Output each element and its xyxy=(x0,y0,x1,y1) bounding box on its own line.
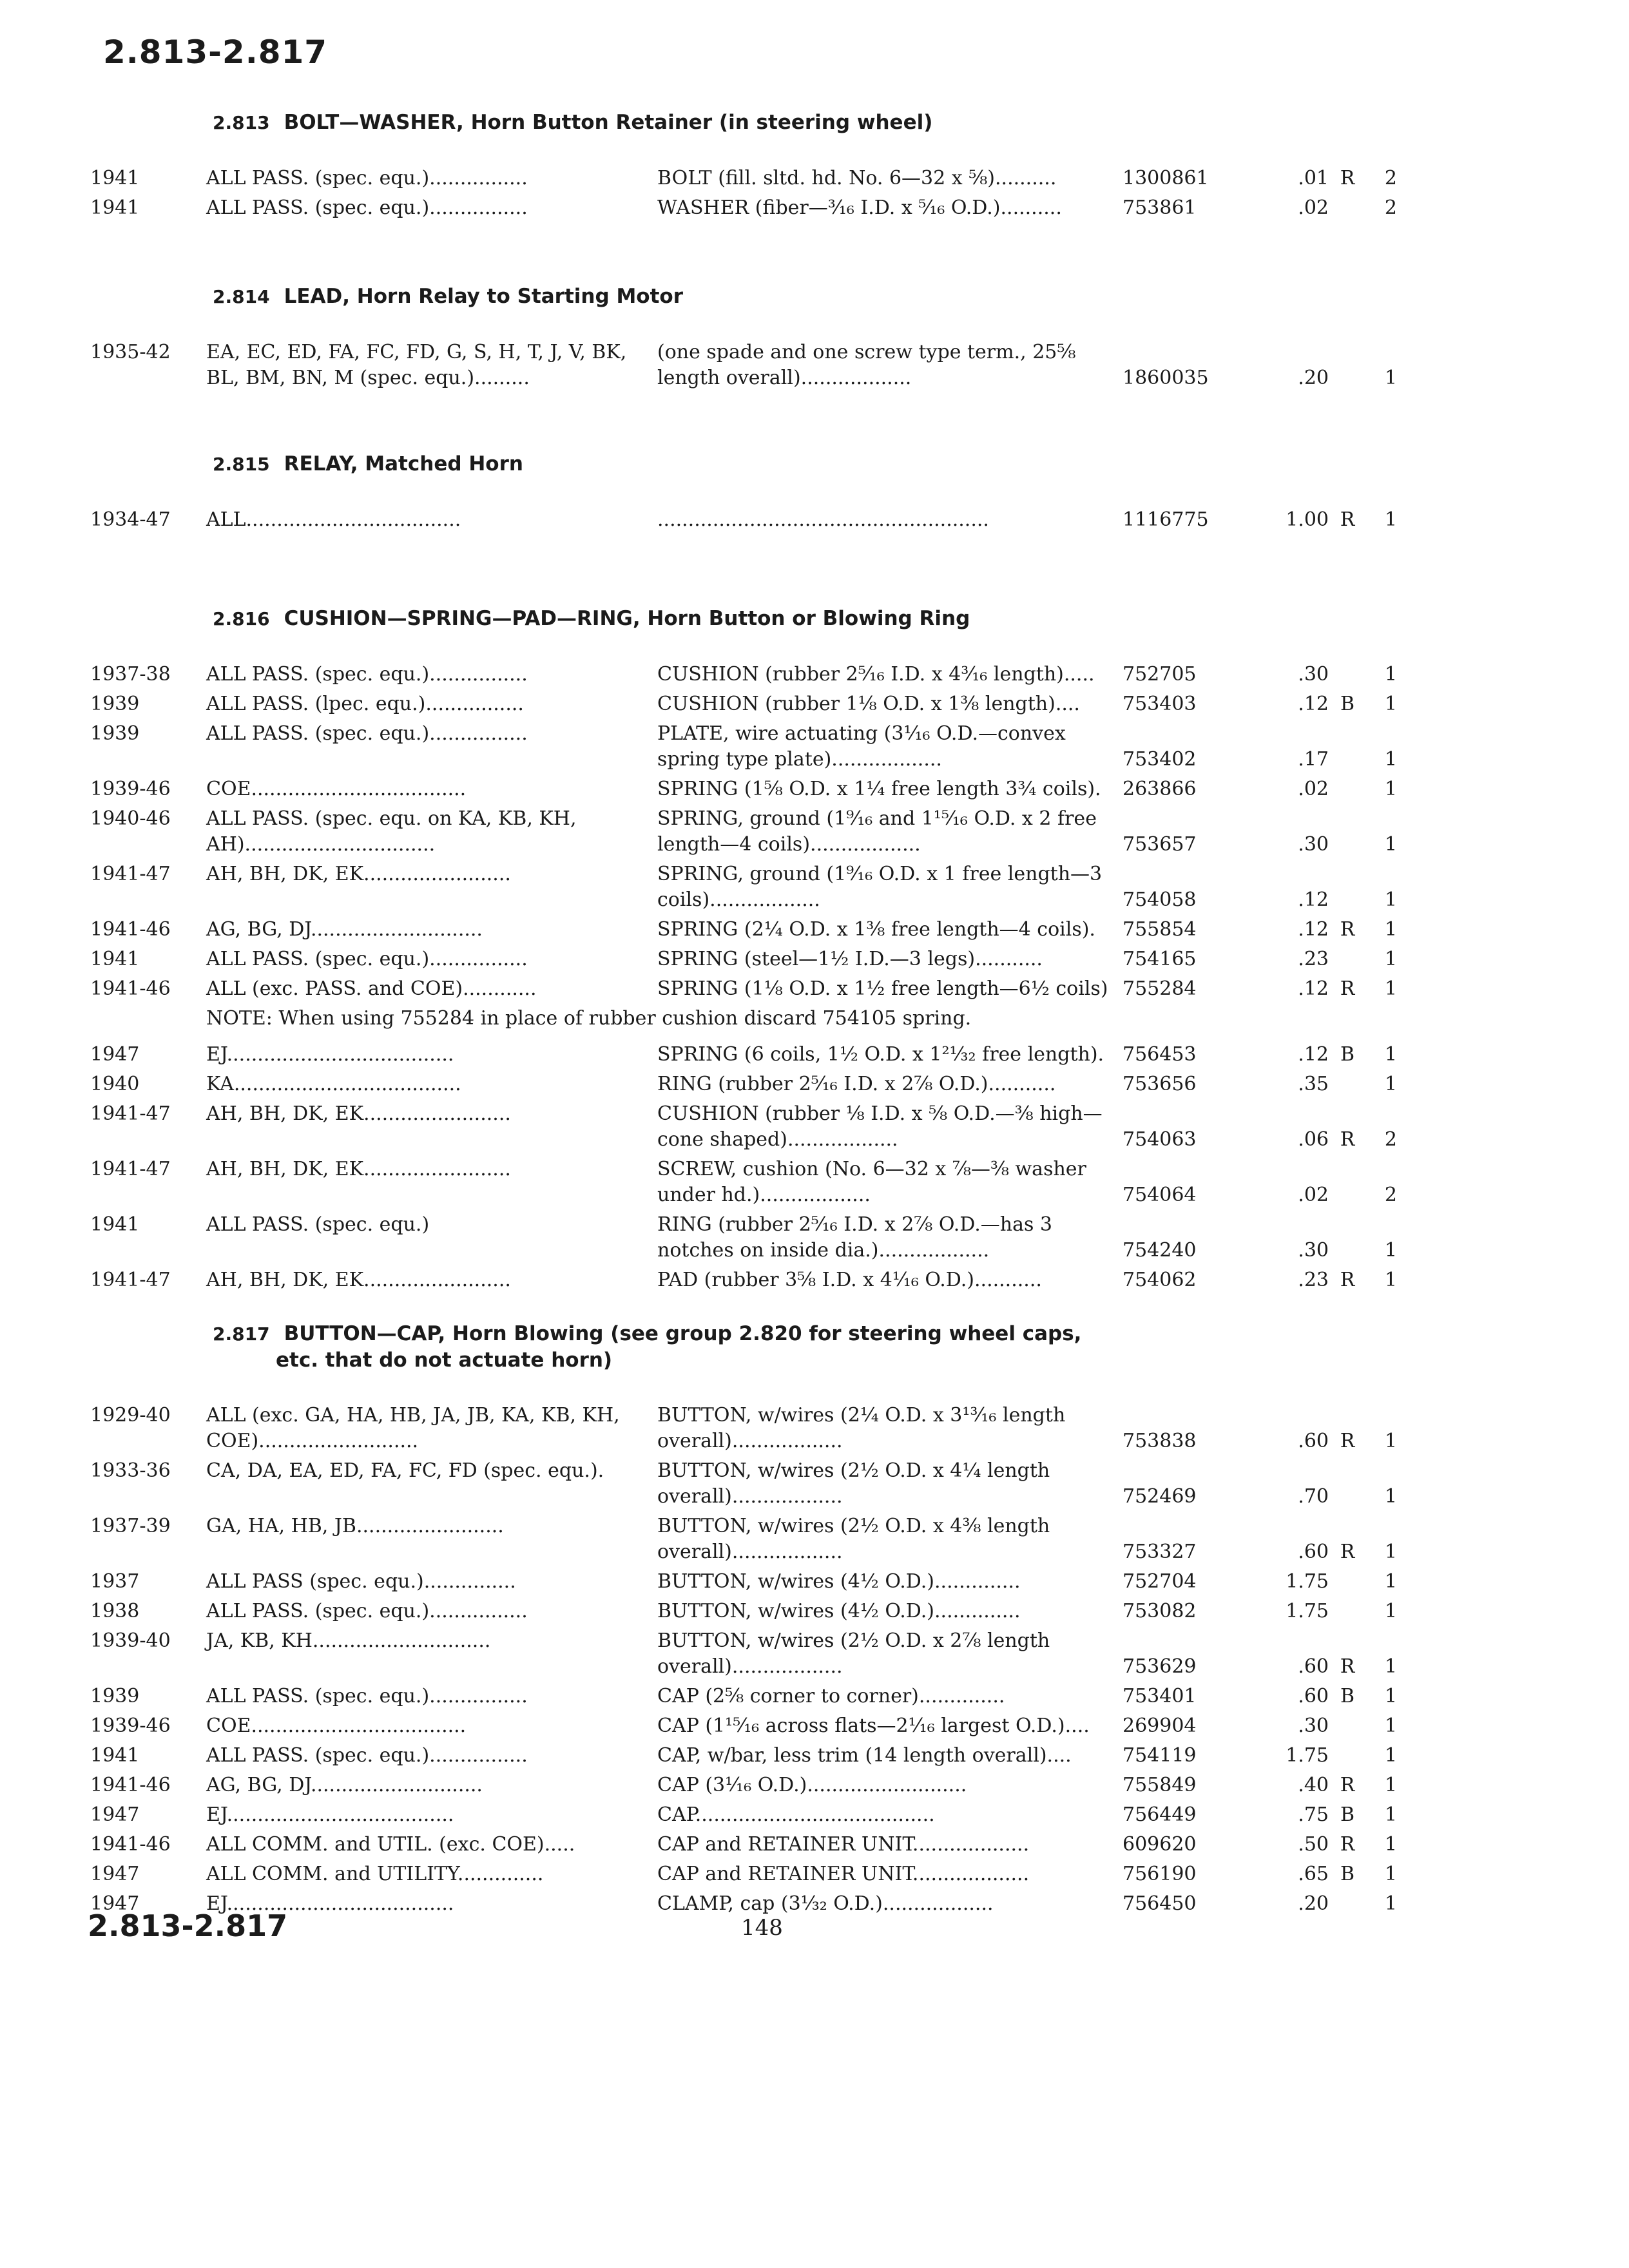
row-quantity: 1 xyxy=(1384,367,1397,389)
row-quantity: 1 xyxy=(1384,1570,1397,1593)
row-price: .30 xyxy=(1298,663,1329,686)
row-part-number: 753629 xyxy=(1123,1655,1197,1678)
row-part-number: 755849 xyxy=(1123,1774,1197,1796)
row-description: PAD (rubber 3⅝ I.D. x 4¹⁄₁₆ O.D.)........... xyxy=(657,1269,1042,1291)
row-price: .75 xyxy=(1298,1803,1329,1826)
row-description: BUTTON, w/wires (4½ O.D.).............. xyxy=(657,1570,1021,1593)
row-flag: R xyxy=(1340,1269,1355,1291)
row-flag: R xyxy=(1340,508,1355,531)
row-price: 1.75 xyxy=(1286,1744,1329,1767)
row-price: .60 xyxy=(1298,1541,1329,1563)
row-part-number: 269904 xyxy=(1123,1715,1197,1737)
row-model: AG, BG, DJ............................ xyxy=(206,1774,483,1796)
row-price: .30 xyxy=(1298,1715,1329,1737)
row-model: AH, BH, DK, EK........................ xyxy=(206,1102,511,1125)
row-part-number: 753082 xyxy=(1123,1600,1197,1622)
row-part-number: 756453 xyxy=(1123,1043,1197,1066)
row-quantity: 1 xyxy=(1384,889,1397,911)
row-description: SPRING (6 coils, 1½ O.D. x 1²¹⁄₃₂ free length). xyxy=(657,1043,1104,1066)
row-gap xyxy=(0,1293,1629,1297)
row-model: ALL PASS. (spec. equ.)................ xyxy=(206,1600,528,1622)
row-year: 1939 xyxy=(90,1685,140,1707)
row-year: 1933-36 xyxy=(90,1459,171,1482)
row-description: CLAMP, cap (3¹⁄₃₂ O.D.).................. xyxy=(657,1892,994,1915)
row-price: .02 xyxy=(1298,1184,1329,1206)
row-part-number: 756190 xyxy=(1123,1863,1197,1885)
section-2-815 xyxy=(0,451,1629,537)
row-description: CAP (1¹⁵⁄₁₆ across flats—2¹⁄₁₆ largest O.D.).... xyxy=(657,1715,1090,1737)
row-description: SPRING (2¼ O.D. x 1⅜ free length—4 coils). xyxy=(657,918,1095,941)
part-row xyxy=(0,1072,1629,1097)
row-price: .12 xyxy=(1298,889,1329,911)
row-flag: R xyxy=(1340,1430,1355,1452)
row-part-number: 1116775 xyxy=(1123,508,1209,531)
header-section-code: 2.813-2.817 xyxy=(103,34,328,71)
row-model: ALL PASS. (spec. equ.)................ xyxy=(206,722,528,745)
row-quantity: 2 xyxy=(1384,167,1397,189)
page-number: 148 xyxy=(741,1915,783,1941)
row-part-number: 755284 xyxy=(1123,977,1197,1000)
row-flag: B xyxy=(1340,1043,1355,1066)
part-row xyxy=(0,1832,1629,1858)
row-year: 1937-38 xyxy=(90,663,171,686)
row-price: .12 xyxy=(1298,977,1329,1000)
part-row xyxy=(0,1569,1629,1595)
row-part-number: 756449 xyxy=(1123,1803,1197,1826)
part-row xyxy=(0,662,1629,687)
row-description: RING (rubber 2⁵⁄₁₆ I.D. x 2⅞ O.D.)........... xyxy=(657,1073,1056,1095)
section-title: LEAD, Horn Relay to Starting Motor xyxy=(284,285,683,308)
part-row xyxy=(0,1743,1629,1769)
row-model: ALL (exc. PASS. and COE)............ xyxy=(206,977,537,1000)
section-2-816 xyxy=(0,606,1629,1297)
row-part-number: 754058 xyxy=(1123,889,1197,911)
row-quantity: 1 xyxy=(1384,833,1397,856)
row-part-number: 1300861 xyxy=(1123,167,1209,189)
row-flag: R xyxy=(1340,918,1355,941)
row-description: SPRING, ground (1⁹⁄₁₆ O.D. x 1 free length—3 coils).................. xyxy=(657,863,1103,911)
row-year: 1938 xyxy=(90,1600,140,1622)
row-year: 1935-42 xyxy=(90,341,171,363)
row-year: 1941-47 xyxy=(90,1158,171,1180)
row-model: GA, HA, HB, JB........................ xyxy=(206,1515,504,1537)
row-description: SPRING (1⅛ O.D. x 1½ free length—6½ coils) xyxy=(657,977,1108,1000)
row-description: CAP (3¹⁄₁₆ O.D.).......................... xyxy=(657,1774,967,1796)
row-part-number: 754062 xyxy=(1123,1269,1197,1291)
section-heading xyxy=(213,284,1179,310)
row-flag: R xyxy=(1340,167,1355,189)
row-description: ...................................................... xyxy=(657,508,989,531)
row-description: BUTTON, w/wires (2¼ O.D. x 3¹³⁄₁₆ length overall).................. xyxy=(657,1404,1066,1452)
row-quantity: 1 xyxy=(1384,1239,1397,1262)
row-model: ALL PASS. (spec. equ.)................ xyxy=(206,1744,528,1767)
row-quantity: 1 xyxy=(1384,1600,1397,1622)
row-description: BUTTON, w/wires (2½ O.D. x 4⅜ length overall).................. xyxy=(657,1515,1050,1563)
row-part-number: 753838 xyxy=(1123,1430,1197,1452)
row-description: SCREW, cushion (No. 6—32 x ⅞—³⁄₈ washer under hd.).................. xyxy=(657,1158,1086,1206)
row-model: COE................................... xyxy=(206,778,467,800)
row-quantity: 1 xyxy=(1384,1430,1397,1452)
row-gap xyxy=(0,533,1629,537)
row-quantity: 1 xyxy=(1384,1774,1397,1796)
row-price: .30 xyxy=(1298,833,1329,856)
row-part-number: 754240 xyxy=(1123,1239,1197,1262)
row-year: 1939-40 xyxy=(90,1629,171,1652)
row-price: .06 xyxy=(1298,1128,1329,1151)
section-title: RELAY, Matched Horn xyxy=(284,452,523,476)
row-year: 1937 xyxy=(90,1570,140,1593)
section-number: 2.817 xyxy=(213,1323,270,1345)
row-model: AH, BH, DK, EK........................ xyxy=(206,1269,511,1291)
row-model: JA, KB, KH............................. xyxy=(206,1629,491,1652)
row-model: ALL COMM. and UTILITY.............. xyxy=(206,1863,544,1885)
row-model: AH, BH, DK, EK........................ xyxy=(206,1158,511,1180)
row-quantity: 1 xyxy=(1384,693,1397,715)
row-year: 1940-46 xyxy=(90,807,171,830)
part-row xyxy=(0,166,1629,191)
part-row xyxy=(0,976,1629,1002)
row-description: CAP and RETAINER UNIT................... xyxy=(657,1833,1030,1856)
row-model: EJ..................................... xyxy=(206,1043,454,1066)
row-quantity: 1 xyxy=(1384,748,1397,771)
part-row xyxy=(0,721,1629,773)
part-row xyxy=(0,806,1629,858)
row-description: SPRING (1⅝ O.D. x 1¼ free length 3¾ coils). xyxy=(657,778,1101,800)
row-price: .70 xyxy=(1298,1485,1329,1508)
row-quantity: 1 xyxy=(1384,948,1397,970)
part-row xyxy=(0,1684,1629,1709)
row-year: 1941-47 xyxy=(90,863,171,885)
row-quantity: 1 xyxy=(1384,1073,1397,1095)
row-price: .17 xyxy=(1298,748,1329,771)
row-quantity: 1 xyxy=(1384,1892,1397,1915)
row-price: .20 xyxy=(1298,1892,1329,1915)
row-part-number: 754119 xyxy=(1123,1744,1197,1767)
section-title: CUSHION—SPRING—PAD—RING, Horn Button or Blowing Ring xyxy=(284,607,970,630)
part-row xyxy=(0,1101,1629,1153)
row-model: CA, DA, EA, ED, FA, FC, FD (spec. equ.). xyxy=(206,1459,604,1482)
row-quantity: 1 xyxy=(1384,1744,1397,1767)
row-year: 1947 xyxy=(90,1803,140,1826)
row-description: RING (rubber 2⁵⁄₁₆ I.D. x 2⅞ O.D.—has 3 notches on inside dia.).................. xyxy=(657,1213,1053,1262)
row-price: .35 xyxy=(1298,1073,1329,1095)
row-description: CUSHION (rubber 1⅛ O.D. x 1³⁄₈ length).... xyxy=(657,693,1080,715)
row-year: 1934-47 xyxy=(90,508,171,531)
row-description: PLATE, wire actuating (3¹⁄₁₆ O.D.—convex spring type plate).................. xyxy=(657,722,1066,771)
row-part-number: 756450 xyxy=(1123,1892,1197,1915)
row-flag: B xyxy=(1340,1685,1355,1707)
row-price: .12 xyxy=(1298,693,1329,715)
row-gap xyxy=(0,221,1629,225)
row-year: 1941-46 xyxy=(90,918,171,941)
row-description: SPRING, ground (1⁹⁄₁₆ and 1¹⁵⁄₁₆ O.D. x 2 free length—4 coils).................. xyxy=(657,807,1097,856)
row-price: .65 xyxy=(1298,1863,1329,1885)
row-part-number: 752705 xyxy=(1123,663,1197,686)
row-model: AG, BG, DJ............................ xyxy=(206,918,483,941)
row-gap xyxy=(0,391,1629,395)
section-title: BUTTON—CAP, Horn Blowing (see group 2.820 for steering wheel caps, xyxy=(284,1322,1082,1345)
row-part-number: 753327 xyxy=(1123,1541,1197,1563)
section-number: 2.816 xyxy=(213,608,270,629)
section-heading xyxy=(213,110,1179,136)
section-2-814 xyxy=(0,284,1629,395)
row-part-number: 753402 xyxy=(1123,748,1197,771)
row-price: .23 xyxy=(1298,948,1329,970)
row-model: ALL PASS. (spec. equ. on KA, KB, KH, AH)............................... xyxy=(206,807,577,856)
row-year: 1941-46 xyxy=(90,977,171,1000)
row-price: .60 xyxy=(1298,1685,1329,1707)
row-price: .12 xyxy=(1298,1043,1329,1066)
row-part-number: 754165 xyxy=(1123,948,1197,970)
row-year: 1939 xyxy=(90,693,140,715)
row-quantity: 1 xyxy=(1384,1541,1397,1563)
row-quantity: 1 xyxy=(1384,1863,1397,1885)
part-row xyxy=(0,1861,1629,1887)
row-price: .23 xyxy=(1298,1269,1329,1291)
row-model: AH, BH, DK, EK........................ xyxy=(206,863,511,885)
row-part-number: 753403 xyxy=(1123,693,1197,715)
row-price: .60 xyxy=(1298,1655,1329,1678)
row-description: BUTTON, w/wires (2½ O.D. x 4¼ length overall).................. xyxy=(657,1459,1050,1508)
footer-section-code: 2.813-2.817 xyxy=(88,1908,288,1943)
section-heading xyxy=(213,606,1179,632)
part-row xyxy=(0,507,1629,533)
row-price: .01 xyxy=(1298,167,1329,189)
row-model: EJ..................................... xyxy=(206,1803,454,1826)
row-part-number: 752704 xyxy=(1123,1570,1197,1593)
row-model: ALL PASS. (spec. equ.)................ xyxy=(206,167,528,189)
row-description: CAP (2⅝ corner to corner).............. xyxy=(657,1685,1005,1707)
row-quantity: 2 xyxy=(1384,1128,1397,1151)
row-model: KA..................................... xyxy=(206,1073,461,1095)
row-year: 1939-46 xyxy=(90,778,171,800)
row-year: 1941-46 xyxy=(90,1833,171,1856)
row-quantity: 1 xyxy=(1384,1655,1397,1678)
row-part-number: 753656 xyxy=(1123,1073,1197,1095)
part-row xyxy=(0,195,1629,221)
row-flag: R xyxy=(1340,1774,1355,1796)
row-flag: R xyxy=(1340,1655,1355,1678)
row-flag: B xyxy=(1340,1803,1355,1826)
row-year: 1937-39 xyxy=(90,1515,171,1537)
part-row xyxy=(0,776,1629,802)
row-quantity: 1 xyxy=(1384,977,1397,1000)
part-row xyxy=(0,1628,1629,1680)
row-part-number: 754064 xyxy=(1123,1184,1197,1206)
row-price: .50 xyxy=(1298,1833,1329,1856)
section-note: NOTE: When using 755284 in place of rubber cushion discard 754105 spring. xyxy=(206,1007,972,1030)
part-row xyxy=(0,1458,1629,1510)
row-description: SPRING (steel—1½ I.D.—3 legs)........... xyxy=(657,948,1043,970)
row-year: 1941-47 xyxy=(90,1102,171,1125)
part-row xyxy=(0,1157,1629,1208)
row-year: 1939 xyxy=(90,722,140,745)
row-part-number: 263866 xyxy=(1123,778,1197,800)
section-2-813 xyxy=(0,110,1629,225)
row-quantity: 1 xyxy=(1384,1269,1397,1291)
row-year: 1939-46 xyxy=(90,1715,171,1737)
row-year: 1941 xyxy=(90,948,140,970)
row-year: 1941 xyxy=(90,1213,140,1236)
row-year: 1947 xyxy=(90,1863,140,1885)
row-quantity: 2 xyxy=(1384,1184,1397,1206)
row-quantity: 1 xyxy=(1384,1043,1397,1066)
section-number: 2.815 xyxy=(213,454,270,475)
row-part-number: 753861 xyxy=(1123,197,1197,219)
row-part-number: 1860035 xyxy=(1123,367,1209,389)
section-heading xyxy=(213,1321,1179,1373)
row-quantity: 1 xyxy=(1384,1803,1397,1826)
row-price: .40 xyxy=(1298,1774,1329,1796)
row-description: CUSHION (rubber 2⁵⁄₁₆ I.D. x 4³⁄₁₆ length)..... xyxy=(657,663,1095,686)
part-row xyxy=(0,1713,1629,1739)
row-price: .20 xyxy=(1298,367,1329,389)
row-quantity: 1 xyxy=(1384,508,1397,531)
row-quantity: 1 xyxy=(1384,1715,1397,1737)
row-flag: R xyxy=(1340,1128,1355,1151)
section-number: 2.813 xyxy=(213,112,270,133)
row-description: CAP....................................... xyxy=(657,1803,935,1826)
row-description: CAP, w/bar, less trim (14 length overall).... xyxy=(657,1744,1072,1767)
row-price: .60 xyxy=(1298,1430,1329,1452)
row-year: 1940 xyxy=(90,1073,140,1095)
row-flag: R xyxy=(1340,1541,1355,1563)
row-flag: B xyxy=(1340,1863,1355,1885)
row-quantity: 1 xyxy=(1384,1833,1397,1856)
row-quantity: 1 xyxy=(1384,918,1397,941)
row-description: WASHER (fiber—³⁄₁₆ I.D. x ⁵⁄₁₆ O.D.).......... xyxy=(657,197,1062,219)
row-description: CUSHION (rubber ⅛ I.D. x ⅝ O.D.—³⁄₈ high—cone shaped).................. xyxy=(657,1102,1103,1151)
row-description: BUTTON, w/wires (4½ O.D.).............. xyxy=(657,1600,1021,1622)
row-quantity: 1 xyxy=(1384,1485,1397,1508)
part-row xyxy=(0,947,1629,972)
part-row xyxy=(0,1599,1629,1624)
row-model: ALL COMM. and UTIL. (exc. COE)..... xyxy=(206,1833,575,1856)
row-flag: R xyxy=(1340,1833,1355,1856)
row-part-number: 753657 xyxy=(1123,833,1197,856)
part-row xyxy=(0,1267,1629,1293)
row-quantity: 1 xyxy=(1384,663,1397,686)
row-year: 1947 xyxy=(90,1892,140,1915)
row-year: 1941-47 xyxy=(90,1269,171,1291)
row-year: 1941 xyxy=(90,1744,140,1767)
row-price: .30 xyxy=(1298,1239,1329,1262)
section-number: 2.814 xyxy=(213,286,270,307)
row-price: .02 xyxy=(1298,778,1329,800)
row-price: 1.75 xyxy=(1286,1570,1329,1593)
row-part-number: 754063 xyxy=(1123,1128,1197,1151)
section-2-817 xyxy=(0,1321,1629,1921)
row-model: EA, EC, ED, FA, FC, FD, G, S, H, T, J, V, BK, BL, BM, BN, M (spec. equ.)......... xyxy=(206,341,627,389)
section-title-continued: etc. that do not actuate horn) xyxy=(276,1349,613,1372)
row-model: COE................................... xyxy=(206,1715,467,1737)
row-model: ALL................................... xyxy=(206,508,461,531)
row-price: .02 xyxy=(1298,197,1329,219)
row-part-number: 752469 xyxy=(1123,1485,1197,1508)
row-model: ALL (exc. GA, HA, HB, JA, JB, KA, KB, KH, COE).......................... xyxy=(206,1404,620,1452)
row-part-number: 755854 xyxy=(1123,918,1197,941)
row-model: ALL PASS. (spec. equ.) xyxy=(206,1213,430,1236)
row-quantity: 1 xyxy=(1384,1685,1397,1707)
row-description: CAP and RETAINER UNIT................... xyxy=(657,1863,1030,1885)
row-year: 1947 xyxy=(90,1043,140,1066)
section-heading xyxy=(213,451,1179,477)
part-row xyxy=(0,1403,1629,1454)
row-year: 1941-46 xyxy=(90,1774,171,1796)
part-row xyxy=(0,691,1629,717)
row-year: 1941 xyxy=(90,197,140,219)
row-model: ALL PASS. (lpec. equ.)................ xyxy=(206,693,524,715)
row-model: ALL PASS. (spec. equ.)................ xyxy=(206,197,528,219)
row-description: (one spade and one screw type term., 25⅝ length overall).................. xyxy=(657,341,1076,389)
part-row xyxy=(0,1212,1629,1264)
row-flag: B xyxy=(1340,693,1355,715)
part-row xyxy=(0,917,1629,943)
row-price: .12 xyxy=(1298,918,1329,941)
part-row xyxy=(0,1773,1629,1798)
row-model: ALL PASS (spec. equ.)............... xyxy=(206,1570,516,1593)
row-price: 1.75 xyxy=(1286,1600,1329,1622)
row-part-number: 609620 xyxy=(1123,1833,1197,1856)
row-price: 1.00 xyxy=(1286,508,1329,531)
row-model: ALL PASS. (spec. equ.)................ xyxy=(206,948,528,970)
part-row xyxy=(0,861,1629,913)
part-row xyxy=(0,1042,1629,1068)
part-row xyxy=(0,1514,1629,1565)
row-year: 1941 xyxy=(90,167,140,189)
row-quantity: 2 xyxy=(1384,197,1397,219)
row-model: ALL PASS. (spec. equ.)................ xyxy=(206,663,528,686)
row-model: EJ..................................... xyxy=(206,1892,454,1915)
row-quantity: 1 xyxy=(1384,778,1397,800)
part-row xyxy=(0,340,1629,391)
section-title: BOLT—WASHER, Horn Button Retainer (in steering wheel) xyxy=(284,111,933,134)
row-flag: R xyxy=(1340,977,1355,1000)
row-description: BOLT (fill. sltd. hd. No. 6—32 x ⅝).......... xyxy=(657,167,1057,189)
row-model: ALL PASS. (spec. equ.)................ xyxy=(206,1685,528,1707)
part-row xyxy=(0,1802,1629,1828)
row-description: BUTTON, w/wires (2½ O.D. x 2⅞ length overall).................. xyxy=(657,1629,1050,1678)
row-year: 1929-40 xyxy=(90,1404,171,1427)
row-part-number: 753401 xyxy=(1123,1685,1197,1707)
